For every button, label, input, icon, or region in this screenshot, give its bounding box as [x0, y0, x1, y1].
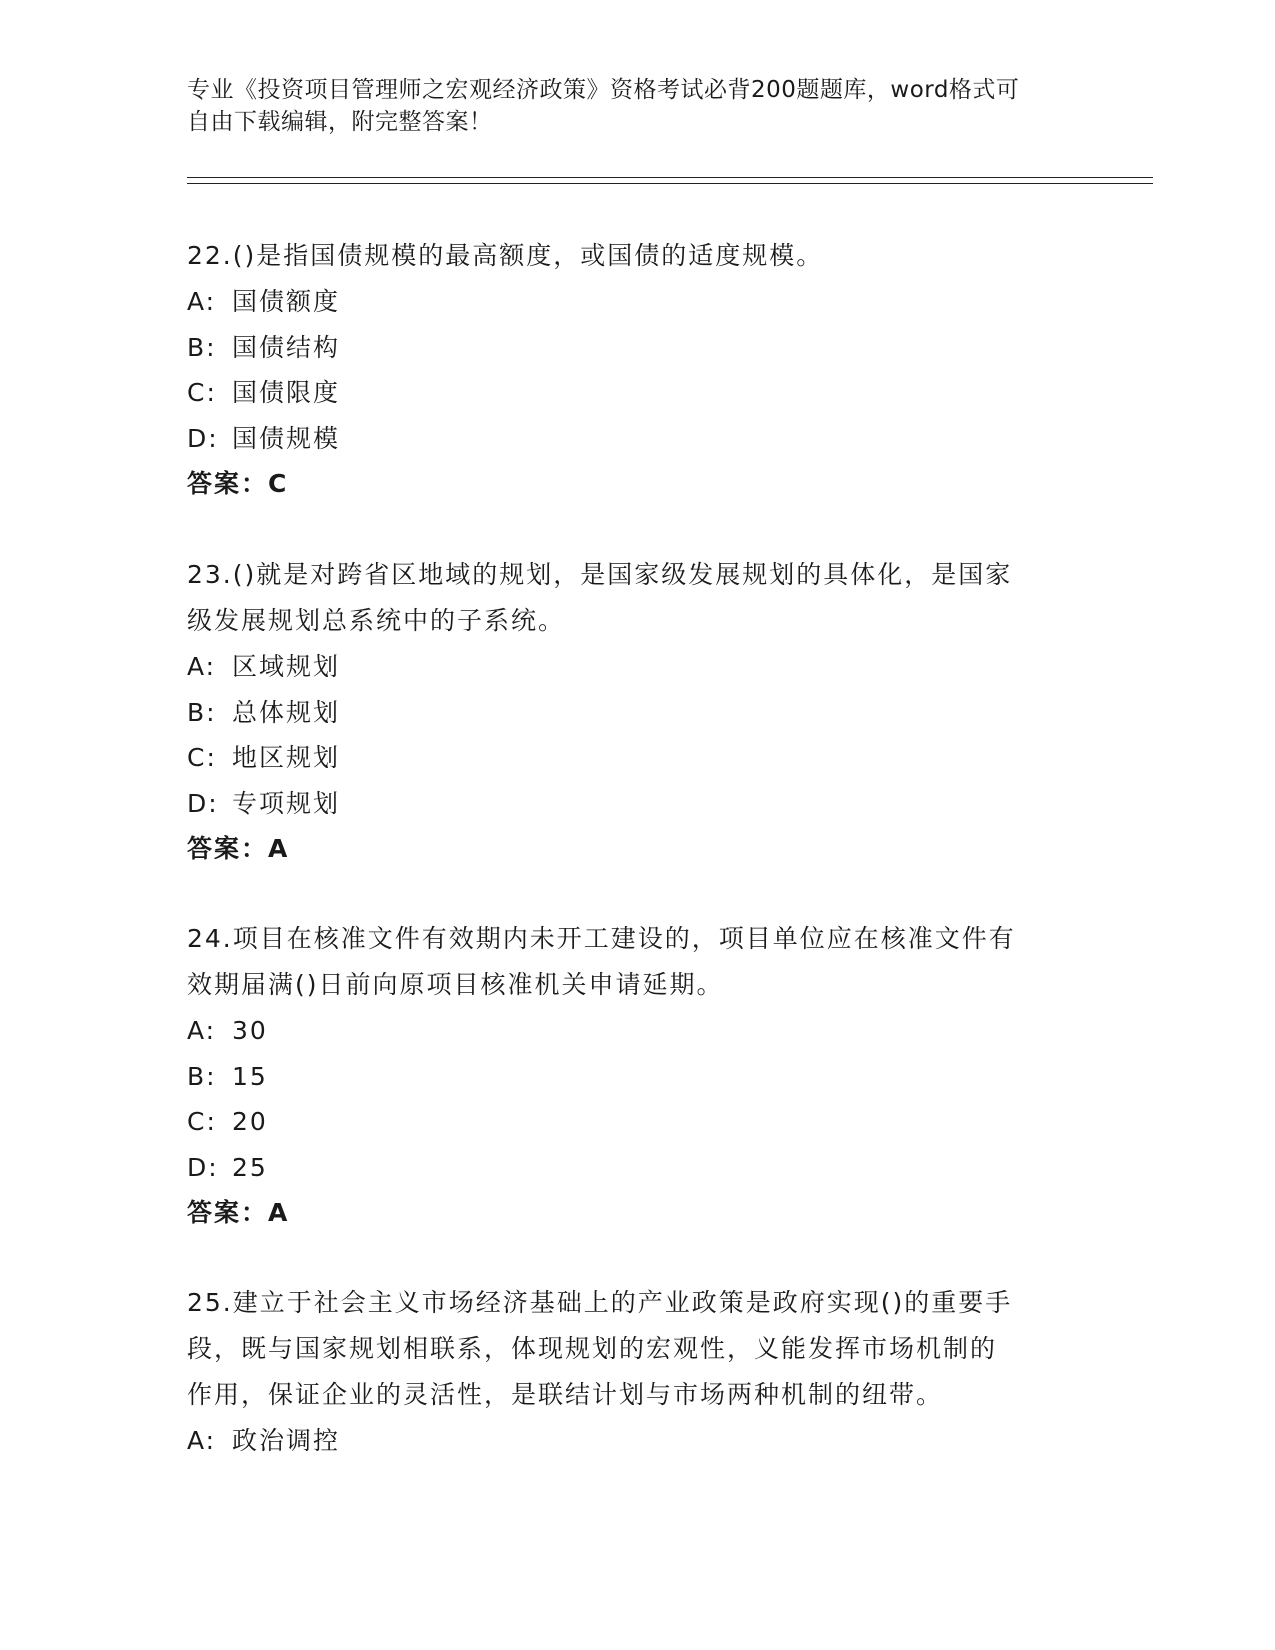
option-text: 国债额度 [232, 287, 341, 316]
option-key: A: [187, 652, 217, 681]
option-text: 15 [232, 1061, 268, 1091]
option-c [187, 735, 1077, 781]
option-key: D: [187, 423, 219, 453]
option-text: 区域规划 [232, 652, 341, 681]
option-b [187, 1054, 1077, 1100]
option-key: C: [187, 378, 217, 407]
option-text: 总体规划 [232, 697, 341, 727]
option-text: 专项规划 [232, 788, 341, 818]
option-b [187, 690, 1077, 736]
option-a [187, 1418, 1077, 1464]
header-line-1: 专业《投资项目管理师之宏观经济政策》资格考试必背200题题库，word格式可 [187, 77, 1020, 103]
option-key: B: [187, 697, 217, 727]
question-stem-line-2: 效期届满()日前向原项目核准机关申请延期。 [187, 970, 724, 999]
header-divider-bottom [187, 183, 1153, 184]
option-a [187, 279, 1077, 325]
option-key: D: [187, 788, 219, 818]
option-key: C: [187, 743, 217, 772]
question-stem-line-1: 23.()就是对跨省区地域的规划，是国家级发展规划的具体化，是国家 [187, 560, 1013, 589]
question-stem-line-3: 作用，保证企业的灵活性，是联结计划与市场两种机制的纽带。 [187, 1380, 944, 1409]
document-header [187, 74, 1067, 138]
option-text: 国债规模 [232, 423, 341, 453]
option-text: 20 [232, 1107, 268, 1136]
answer-line: 答案：A [187, 834, 290, 863]
question-stem-line-2: 级发展规划总系统中的子系统。 [187, 606, 566, 635]
option-a [187, 644, 1077, 690]
question-stem-line-1: 24.项目在核准文件有效期内未开工建设的，项目单位应在核准文件有 [187, 924, 1016, 953]
option-text: 国债结构 [232, 332, 341, 362]
option-d [187, 416, 1077, 462]
option-key: A: [187, 1016, 217, 1045]
option-text: 30 [232, 1016, 268, 1045]
option-key: B: [187, 1061, 217, 1091]
option-key: B: [187, 332, 217, 362]
option-b [187, 325, 1077, 371]
option-d [187, 1145, 1077, 1191]
option-text: 国债限度 [232, 378, 341, 407]
option-d [187, 781, 1077, 827]
option-text: 25 [232, 1152, 268, 1182]
option-a [187, 1008, 1077, 1054]
answer-line: 答案：C [187, 469, 289, 498]
header-divider-top [187, 177, 1153, 178]
answer-line: 答案：A [187, 1198, 290, 1227]
option-key: C: [187, 1107, 217, 1136]
option-key: A: [187, 1426, 217, 1455]
option-text: 地区规划 [232, 743, 341, 772]
option-c [187, 370, 1077, 416]
option-c [187, 1099, 1077, 1145]
question-25 [187, 1280, 1077, 1464]
question-22 [187, 233, 1077, 507]
option-key: A: [187, 287, 217, 316]
question-24 [187, 916, 1077, 1236]
question-stem-line-2: 段，既与国家规划相联系，体现规划的宏观性，义能发挥市场机制的 [187, 1334, 998, 1363]
option-key: D: [187, 1152, 219, 1182]
question-stem: 22.()是指国债规模的最高额度，或国债的适度规模。 [187, 241, 824, 270]
question-stem-line-1: 25.建立于社会主义市场经济基础上的产业政策是政府实现()的重要手 [187, 1288, 1013, 1317]
header-line-2: 自由下载编辑，附完整答案！ [187, 109, 493, 135]
question-23 [187, 552, 1077, 872]
option-text: 政治调控 [232, 1426, 341, 1455]
